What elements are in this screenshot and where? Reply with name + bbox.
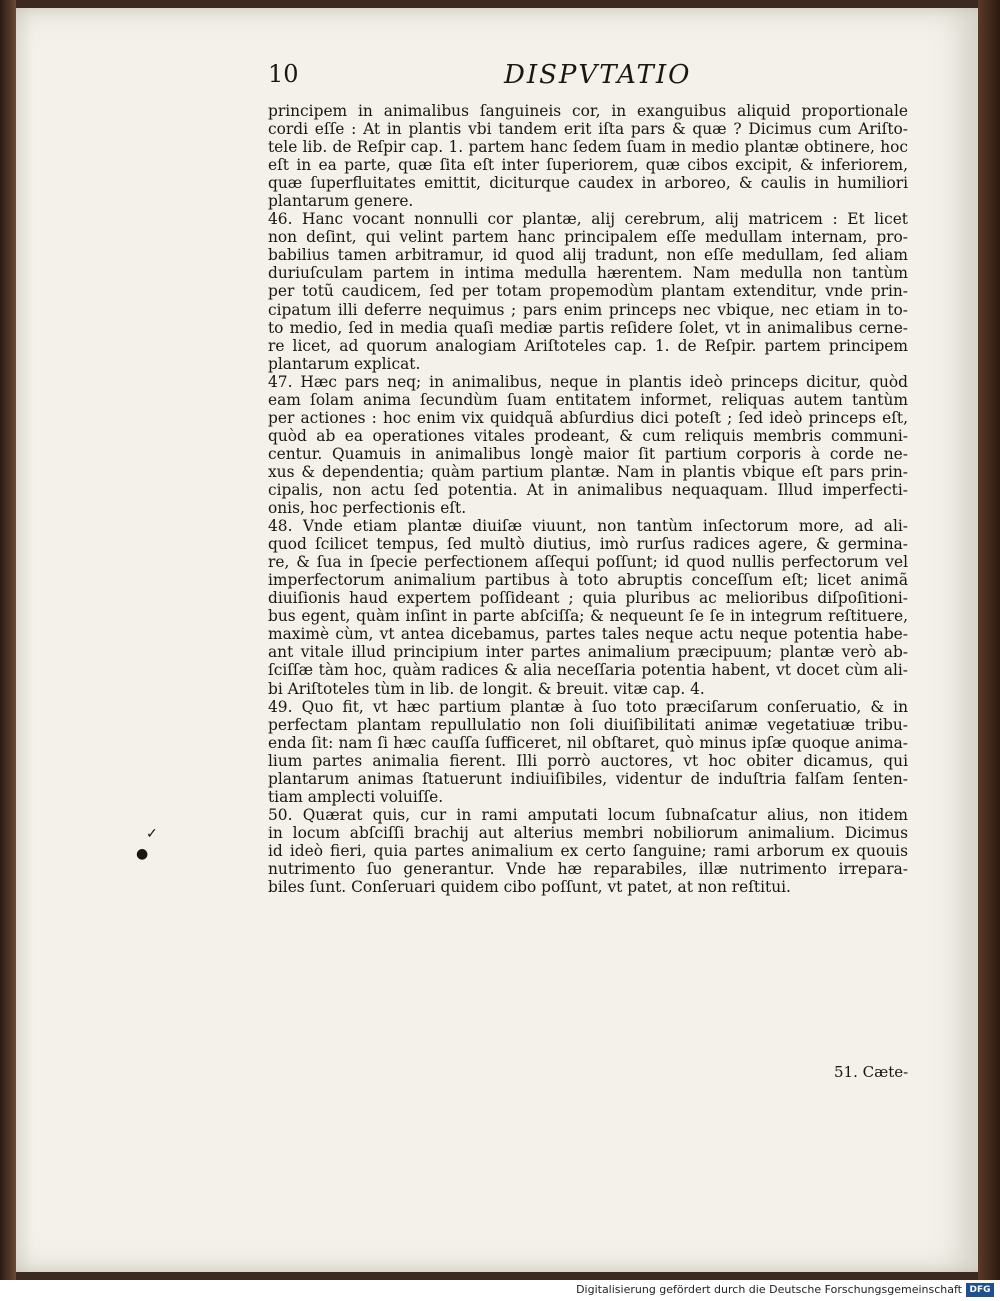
margin-mark: ✓	[146, 826, 158, 842]
text-line: enda ſit: nam ſi hæc cauſſa ſufficeret, nil obſtaret, quò minus ipſæ quoque anima-	[268, 733, 908, 752]
text-line: 49. Quo fit, vt hæc partium plantæ à ſuo toto præciſarum conſeruatio, & in	[268, 697, 908, 716]
ink-spot: ●	[136, 846, 149, 862]
text-line: nutrimento ſuo generantur. Vnde hæ reparabiles, illæ nutrimento irrepara-	[268, 859, 908, 878]
catchword: 51. Cæte-	[834, 1063, 909, 1081]
text-line: perfectam plantam repullulatio non ſoli diuiſibilitati animæ vegetatiuæ tribu-	[268, 715, 908, 734]
text-line: eſt in ea parte, quæ ſita eſt inter ſuperiorem, quæ cibos excipit, & inferiorem,	[268, 156, 908, 175]
text-line: bus egent, quàm inſint in parte abſciſſa; & nequeunt ſe ſe in integrum reſtituere,	[268, 607, 908, 626]
text-line: 46. Hanc vocant nonnulli cor plantæ, alij cerebrum, alij matricem : Et licet	[268, 210, 908, 229]
text-line: quòd ab ea operationes vitales prodeant, & cum reliquis membris communi-	[268, 426, 908, 445]
text-line: plantarum animas ſtatuerunt indiuiſibiles, videntur de induſtria falſam ſenten-	[268, 769, 908, 788]
text-line: imperfectorum animalium partibus à toto abruptis conceſſum eſt; licet animã	[268, 571, 908, 590]
running-title: DISPVTATIO	[504, 60, 692, 90]
book-edge-right	[978, 0, 1000, 1280]
text-line: principem in animalibus ſanguineis cor, in exanguibus aliquid proportionale	[268, 102, 908, 120]
text-line: re, & ſua in ſpecie perfectionem aſſequi poſſunt; id quod nullis perfectorum vel	[268, 553, 908, 572]
text-line: cordi eſſe : At in plantis vbi tandem erit iſta pars & quæ ? Dicimus cum Ariſto-	[268, 120, 908, 139]
text-line: tele lib. de Reſpir cap. 1. partem hanc ſedem ſuam in medio plantæ obtinere, hoc	[268, 138, 908, 157]
page-header	[268, 60, 708, 96]
text-line: id ideò fieri, quia partes animalium ex certo ſanguine; rami arborum ex quouis	[268, 841, 908, 860]
text-line: plantarum explicat.	[268, 354, 421, 373]
text-line: eam ſolam anima ſecundùm ſuam entitatem informet, reliquas autem tantùm	[268, 390, 908, 409]
text-line: cipalis, non actu ſed potentia. At in animalibus nequaquam. Illud imperfecti-	[268, 480, 908, 499]
text-line: xus & dependentia; quàm partium plantæ. Nam in plantis vbique eſt pars prin-	[268, 462, 908, 481]
text-line: duriuſculam partem in intima medulla hærentem. Nam medulla non tantùm	[268, 264, 908, 283]
text-line: ant vitale illud principium inter partes animalium præcipuum; plantæ verò ab-	[268, 643, 908, 662]
text-line: per actiones : hoc enim vix quidquã abſurdius dici poteſt ; ſed ideò princeps eſt,	[268, 408, 908, 427]
text-line: quod ſcilicet tempus, ſed multò diutius, imò rurſus radices agere, & germina-	[268, 535, 908, 554]
page-number: 10	[268, 60, 299, 88]
text-line: tiam amplecti voluiſſe.	[268, 787, 444, 806]
text-line: in locum abſciſſi brachij aut alterius membri nobiliorum animalium. Dicimus	[268, 823, 908, 842]
text-line: non deſint, qui velint partem hanc principalem eſſe medullam internam, pro-	[268, 228, 908, 247]
dfg-logo-icon: DFG	[966, 1283, 994, 1297]
text-line: re licet, ad quorum analogiam Ariſtoteles cap. 1. de Reſpir. partem principem	[268, 336, 908, 355]
text-line: 50. Quærat quis, cur in rami amputati locum ſubnaſcatur alius, non itidem	[268, 805, 908, 824]
text-line: babilius tamen arbitramur, id quod alij tradunt, non eſſe medullam, ſed aliam	[268, 246, 908, 265]
body-text	[268, 102, 908, 896]
text-line: to medio, ſed in media quaſi mediæ partis reſidere ſolet, vt in animalibus cerne-	[268, 318, 908, 337]
text-line: lium partes animalia fierent. Illi porrò auctores, vt hoc obiter dicamus, qui	[268, 751, 908, 770]
book-edge-left	[0, 0, 16, 1280]
text-line: plantarum genere.	[268, 192, 414, 211]
text-line: 48. Vnde etiam plantæ diuiſæ viuunt, non tantùm inſectorum more, ad ali-	[268, 517, 908, 536]
text-line: 47. Hæc pars neq; in animalibus, neque in plantis ideò princeps dicitur, quòd	[268, 372, 908, 391]
text-line: bi Ariſtoteles tùm in lib. de longit. & breuit. vitæ cap. 4.	[268, 679, 705, 698]
text-line: onis, hoc perfectionis eſt.	[268, 499, 467, 518]
footer-bar	[0, 1280, 1000, 1301]
text-line: ſciſſæ tàm hoc, quàm radices & alia neceſſaria potentia habent, vt docet cùm ali-	[268, 661, 908, 680]
text-line: centur. Quamuis in animalibus longè maior ſit partium corporis à corde ne-	[268, 444, 908, 463]
text-line: maximè cùm, vt antea dicebamus, partes tales neque actu neque potentia habe-	[268, 625, 908, 644]
text-line: diuiſionis haud expertem poſſideant ; quia pluribus ac melioribus diſpoſitioni-	[268, 589, 908, 608]
text-line: biles ſunt. Conſeruari quidem cibo poſſunt, vt patet, at non reſtitui.	[268, 878, 791, 897]
footer-credit: Digitalisierung gefördert durch die Deutsche Forschungsgemeinschaft	[576, 1283, 962, 1296]
text-line: cipatum illi deferre nequimus ; pars enim princeps nec vbique, nec etiam in to-	[268, 300, 908, 319]
text-line: per totũ caudicem, ſed per totam propemodùm plantam extenditur, vnde prin-	[268, 282, 908, 301]
text-line: quæ ſuperfluitates emittit, diciturque caudex in arboreo, & caulis in humiliori	[268, 174, 908, 193]
